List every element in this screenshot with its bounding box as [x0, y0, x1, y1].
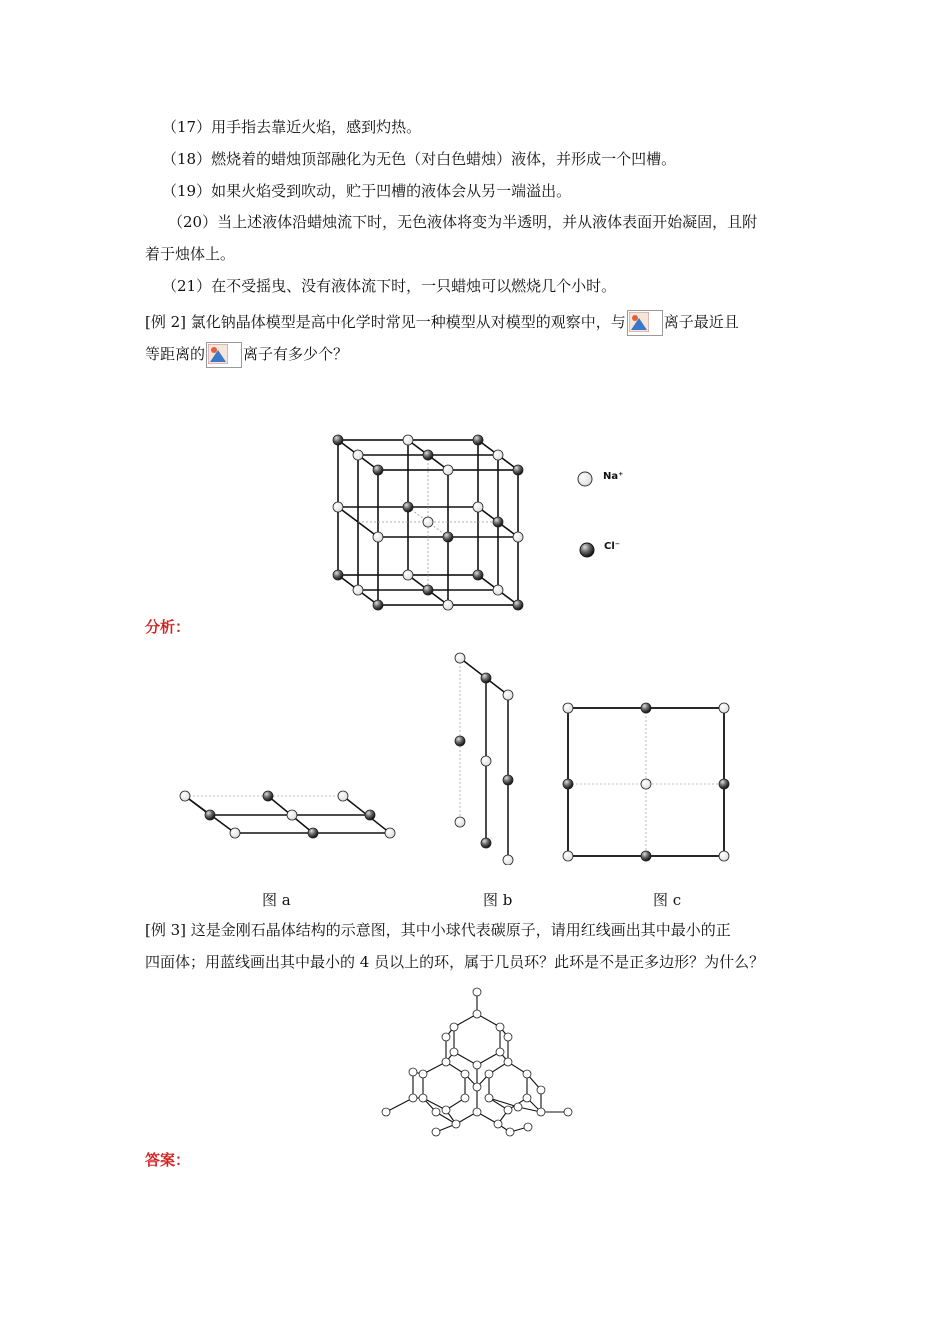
diamond-structure-figure [378, 982, 578, 1152]
example-3-line1: [例 3] 这是金刚石晶体结构的示意图，其中小球代表碳原子，请用红线画出其中最小的正 [145, 921, 731, 939]
caption-figure-c: 图 c [653, 891, 682, 909]
caption-figure-a: 图 a [262, 891, 291, 909]
paragraph-20-line2: 着于烛体上。 [145, 245, 236, 263]
paragraph-19: （19）如果火焰受到吹动，贮于凹槽的液体会从另一端溢出。 [162, 182, 572, 200]
cl-ion-legend-icon [578, 541, 596, 559]
example-3-line2: 四面体；用蓝线画出其中最小的 4 员以上的环，属于几员环？此环是不是正多边形？为什么？ [145, 953, 765, 971]
example-2-text-a: [例 2] 氯化钠晶体模型是高中化学时常见一种模型从对模型的观察中，与 [145, 313, 626, 331]
broken-image-icon [627, 310, 663, 336]
answer-label: 答案： [145, 1151, 191, 1169]
example-2-line1 [145, 310, 739, 336]
example-2-text-b: 离子最近且 [663, 313, 739, 331]
paragraph-17: （17）用手指去靠近火焰，感到灼热。 [162, 118, 422, 136]
paragraph-21: （21）在不受摇曳、没有液体流下时，一只蜡烛可以燃烧几个小时。 [162, 277, 617, 295]
example-2-text-c: 等距离的 [145, 345, 206, 363]
paragraph-20-line1: （20）当上述液体沿蜡烛流下时，无色液体将变为半透明，并从液体表面开始凝固，且附 [168, 213, 758, 231]
figure-a [175, 785, 400, 840]
example-2-text-d: 离子有多少个？ [243, 345, 349, 363]
cl-legend-label: Cl⁻ [604, 541, 621, 552]
paragraph-18: （18）燃烧着的蜡烛顶部融化为无色（对白色蜡烛）液体，并形成一个凹槽。 [162, 150, 677, 168]
figure-b [448, 650, 518, 865]
example-2-line2 [145, 342, 348, 368]
nacl-crystal-figure [320, 425, 550, 620]
analysis-label: 分析： [145, 618, 191, 636]
figure-c [558, 698, 736, 866]
broken-image-icon [206, 342, 242, 368]
na-legend-label: Na⁺ [603, 471, 624, 482]
na-ion-legend-icon [576, 470, 594, 488]
caption-figure-b: 图 b [483, 891, 513, 909]
